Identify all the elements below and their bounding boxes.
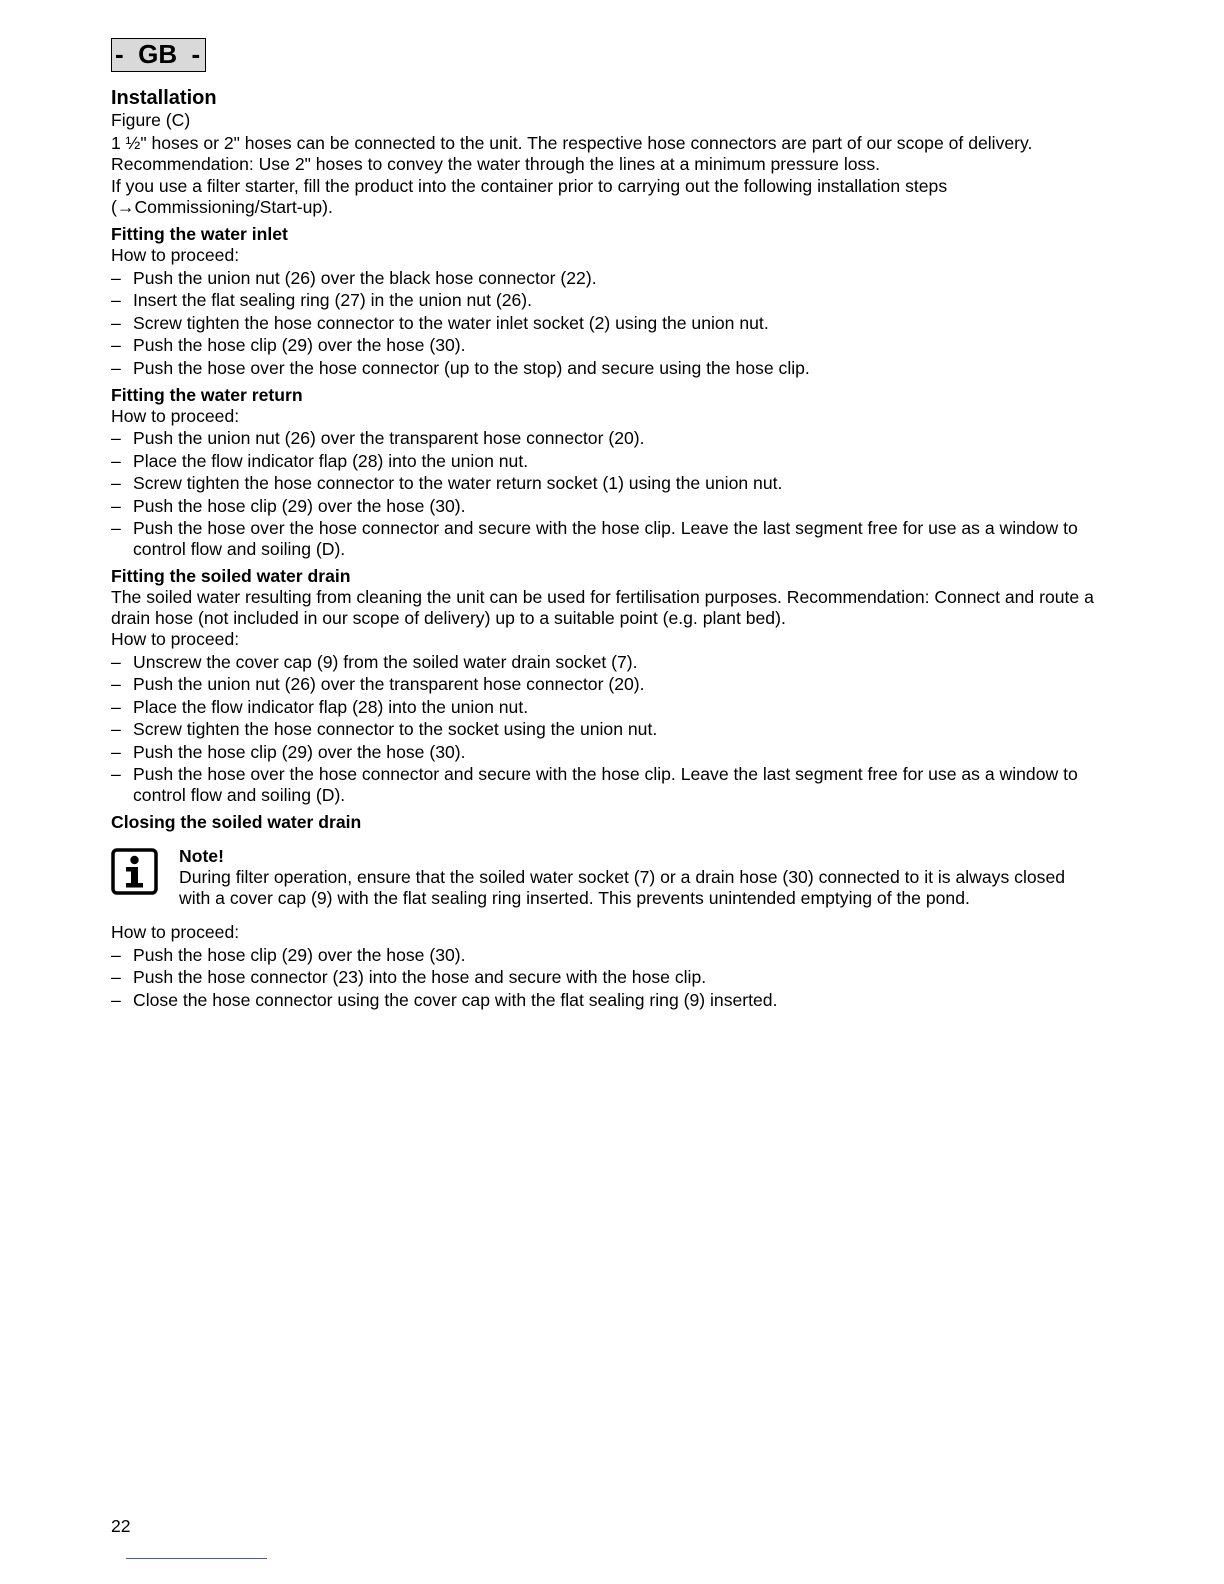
dash-marker: – [111,450,121,471]
water-return-steps [111,428,1096,560]
list-item: – Push the hose clip (29) over the hose (30). [111,944,466,965]
dash-marker: – [111,764,121,784]
dash-marker: – [111,473,121,493]
list-item: – Push the union nut (26) over the transparent hose connector (20). [111,674,645,694]
closing-drain-how-to: How to proceed: [111,922,240,942]
water-inlet-heading: Fitting the water inlet [111,224,288,244]
list-item: – Push the hose clip (29) over the hose (30). [111,741,466,762]
note-box [111,846,1096,909]
figure-reference: Figure (C) [111,110,191,130]
dash-marker: – [111,719,121,739]
page-number: 22 [111,1516,131,1536]
list-item: – Push the hose connector (23) into the hose and secure with the hose clip. [111,967,707,987]
dash-marker: – [111,428,121,448]
list-item: – Push the hose clip (29) over the hose (30). [111,495,466,516]
list-item: – Screw tighten the hose connector to the water inlet socket (2) using the union nut. [111,312,769,333]
soiled-drain-heading: Fitting the soiled water drain [111,566,351,586]
dash-marker: – [111,674,121,694]
list-item: – Push the hose clip (29) over the hose (30). [111,335,466,355]
note-title: Note! [179,846,224,866]
dash-marker: – [111,741,121,762]
page-content [111,38,1096,1012]
list-item: – Screw tighten the hose connector to the socket using the union nut. [111,719,658,739]
water-inlet-steps [111,268,1096,379]
soiled-drain-intro: The soiled water resulting from cleaning the unit can be used for fertilisation purposes. Recommendation: Connect and route a drain hose (not included in our scope of delivery) up to a suitable point (e.g. plant bed). [111,587,1094,628]
list-item: – Place the flow indicator flap (28) into the union nut. [111,450,529,471]
list-item: – Screw tighten the hose connector to the water return socket (1) using the union nut. [111,473,783,493]
soiled-drain-steps [111,652,1096,807]
soiled-drain-how-to: How to proceed: [111,629,240,649]
list-item: – Insert the flat sealing ring (27) in the union nut (26). [111,290,533,310]
footer-rule [126,1558,267,1559]
dash-marker: – [111,944,121,965]
dash-marker: – [111,357,121,378]
dash-marker: – [111,518,121,538]
intro-paragraph-2: If you use a filter starter, fill the product into the container prior to carrying out the following installation steps (→Commissioning/Start-up). [111,176,948,217]
info-icon [111,848,158,895]
dash-marker: – [111,967,121,987]
language-badge: - GB - [111,38,206,72]
dash-marker: – [111,267,121,288]
dash-marker: – [111,312,121,333]
water-return-heading: Fitting the water return [111,384,303,405]
water-return-how-to: How to proceed: [111,405,240,426]
water-inlet-how-to: How to proceed: [111,245,240,265]
section-title: Installation [111,87,217,109]
dash-marker: – [111,495,121,516]
list-item: – Push the hose over the hose connector and secure with the hose clip. Leave the last segment free for use as a window to control flow and soiling (D). [111,518,1078,559]
closing-drain-heading: Closing the soiled water drain [111,812,362,832]
dash-marker: – [111,335,121,355]
list-item: – Push the hose over the hose connector and secure with the hose clip. Leave the last segment free for use as a window to control flow and soiling (D). [111,764,1078,805]
list-item: – Push the union nut (26) over the black hose connector (22). [111,267,597,288]
dash-marker: – [111,290,121,310]
closing-drain-steps [111,945,1096,1011]
list-item: – Place the flow indicator flap (28) into the union nut. [111,696,529,717]
note-text: During filter operation, ensure that the soiled water socket (7) or a drain hose (30) connected to it is always closed with a cover cap (9) with the flat sealing ring inserted. This prevents unintended emptying of the pond. [179,867,1066,908]
dash-marker: – [111,989,121,1010]
list-item: – Close the hose connector using the cover cap with the flat sealing ring (9) inserted. [111,989,778,1010]
list-item: – Push the hose over the hose connector (up to the stop) and secure using the hose clip. [111,357,810,378]
list-item: – Unscrew the cover cap (9) from the soiled water drain socket (7). [111,651,638,672]
dash-marker: – [111,651,121,672]
list-item: – Push the union nut (26) over the transparent hose connector (20). [111,428,645,448]
intro-paragraph-1: 1 ½" hoses or 2" hoses can be connected to the unit. The respective hose connectors are part of our scope of delivery. Recommendation: Use 2" hoses to convey the water through the lines at a minimum pressure loss. [111,132,1033,174]
dash-marker: – [111,696,121,717]
